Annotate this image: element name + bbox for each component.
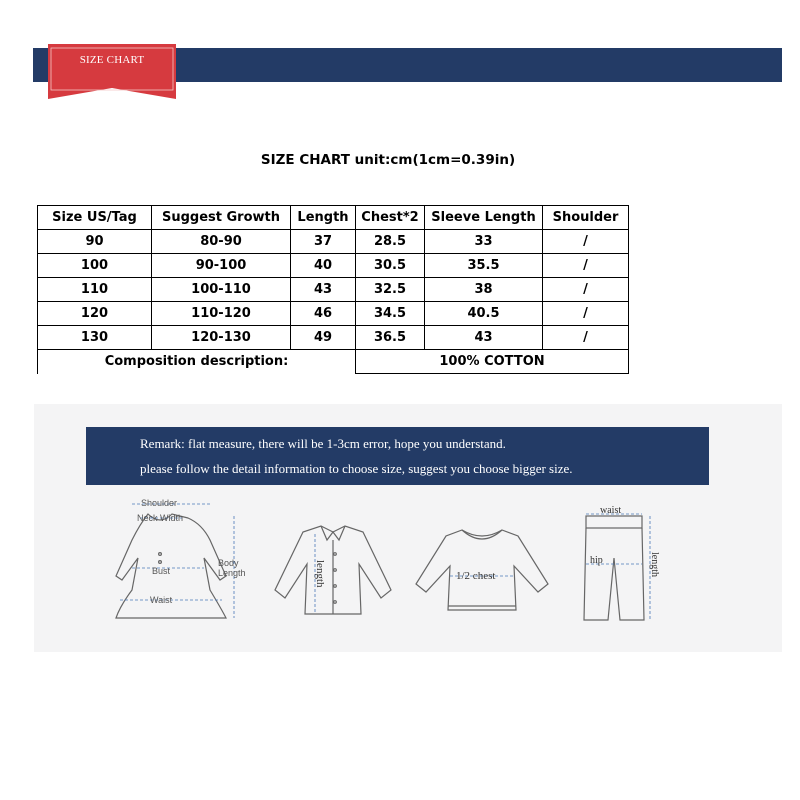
cell-chest: 34.5 [356,302,425,326]
cell-length: 49 [291,326,356,350]
pants-waist-label: waist [600,505,622,516]
cell-shoulder: / [543,326,629,350]
cell-sleeve: 35.5 [425,254,543,278]
header-growth: Suggest Growth [152,206,291,230]
cell-chest: 30.5 [356,254,425,278]
cell-chest: 36.5 [356,326,425,350]
chart-title: SIZE CHART unit:cm(1cm=0.39in) [260,152,516,168]
cell-shoulder: / [543,254,629,278]
cell-chest: 32.5 [356,278,425,302]
cell-sleeve: 33 [425,230,543,254]
cell-growth: 90-100 [152,254,291,278]
cell-length: 43 [291,278,356,302]
header-chest: Chest*2 [356,206,425,230]
dress-bust-label: Bust [152,566,171,576]
cell-shoulder: / [543,230,629,254]
cell-size: 110 [38,278,152,302]
sweater-chest-label: 1/2 chest [456,570,496,582]
table-row [38,326,629,350]
remark-line-2: please follow the detail information to choose size, suggest you choose bigger size. [140,461,573,476]
cell-shoulder: / [543,278,629,302]
composition-label: Composition description: [38,350,356,374]
cell-sleeve: 38 [425,278,543,302]
cell-sleeve: 43 [425,326,543,350]
shirt-length-label: length [314,560,326,588]
table-row [38,278,629,302]
table-row [38,230,629,254]
cell-size: 120 [38,302,152,326]
cell-length: 40 [291,254,356,278]
cell-shoulder: / [543,302,629,326]
cell-size: 130 [38,326,152,350]
header-shoulder: Shoulder [543,206,629,230]
dress-waist-label: Waist [150,595,173,605]
cell-length: 46 [291,302,356,326]
pants-length-label: length [649,552,660,577]
dress-neck-label: Neck Width [137,513,184,523]
table-row [38,302,629,326]
cell-size: 100 [38,254,152,278]
dress-shoulder-label: Shoulder [141,498,178,508]
header-length: Length [291,206,356,230]
composition-row [38,350,629,374]
cell-growth: 80-90 [152,230,291,254]
cell-growth: 110-120 [152,302,291,326]
sweater-diagram [412,524,552,614]
cell-growth: 100-110 [152,278,291,302]
shirt-diagram [263,520,403,622]
cell-size: 90 [38,230,152,254]
cell-chest: 28.5 [356,230,425,254]
cell-sleeve: 40.5 [425,302,543,326]
dress-length-label: Length [218,568,246,578]
pants-hip-label: hip [590,555,603,566]
dress-diagram [92,494,250,628]
cell-length: 37 [291,230,356,254]
ribbon-label: SIZE CHART [79,54,145,66]
table-row [38,254,629,278]
size-chart-ribbon [48,44,176,99]
header-size: Size US/Tag [38,206,152,230]
size-table [37,205,629,374]
cell-growth: 120-130 [152,326,291,350]
header-sleeve: Sleeve Length [425,206,543,230]
dress-body-label: Body [218,558,239,568]
table-header-row [38,206,629,230]
composition-value: 100% COTTON [356,350,629,374]
remark-line-1: Remark: flat measure, there will be 1-3cm error, hope you understand. [140,436,506,451]
pants-diagram [578,500,668,626]
